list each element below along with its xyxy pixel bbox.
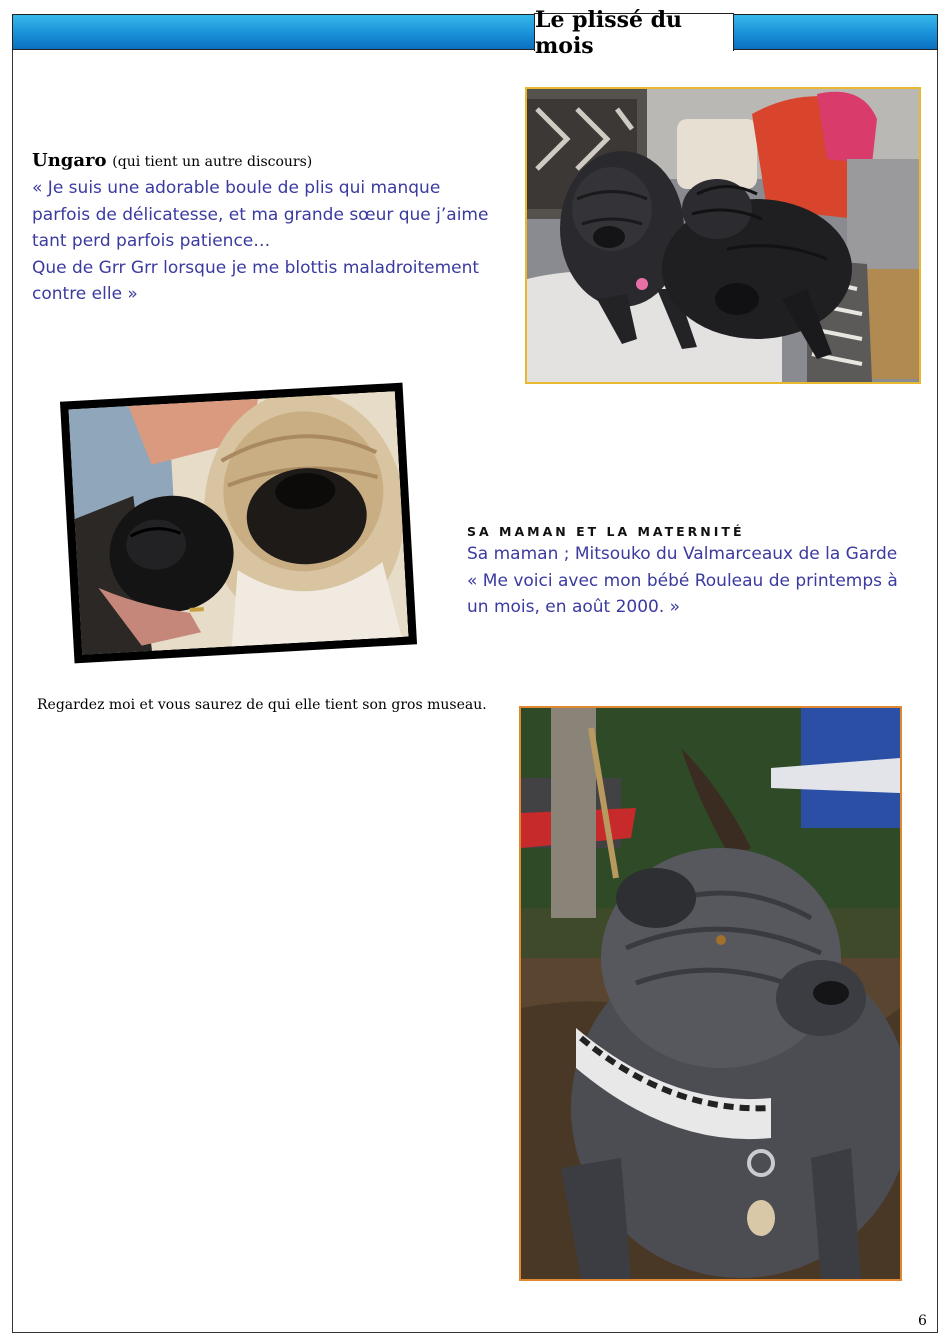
mitsouko-quote-line: Sa maman ; Mitsouko du Valmarceaux de la Garde — [467, 544, 898, 564]
photo-grey-sharpei-outdoors — [519, 706, 902, 1281]
header-bar — [12, 14, 938, 50]
page-title: Le plissé du mois — [534, 13, 734, 51]
ungaro-quote-line: parfois de délicatesse, et ma grande sœur que j’aime — [32, 204, 489, 225]
page-number: 6 — [918, 1313, 927, 1329]
ungaro-quote-line: tant perd parfois patience… — [32, 231, 271, 251]
ungaro-heading — [32, 150, 312, 171]
ungaro-quote-line: « Je suis une adorable boule de plis qui manque — [32, 178, 441, 198]
photo-two-sharpei-couch — [525, 87, 921, 384]
mitsouko-quote — [467, 541, 927, 621]
ungaro-quote-line: contre elle » — [32, 284, 138, 304]
mitsouko-quote-line: « Me voici avec mon bébé Rouleau de printemps à — [467, 570, 898, 591]
ungaro-subtitle: (qui tient un autre discours) — [112, 154, 313, 170]
photo-mother-and-puppy-frame — [60, 383, 417, 664]
ungaro-name: Ungaro — [32, 150, 107, 171]
ungaro-quote — [32, 175, 517, 308]
maternite-heading: SA MAMAN ET LA MATERNITÉ — [467, 524, 745, 539]
ungaro-quote-line: Que de Grr Grr lorsque je me blottis maladroitement — [32, 257, 480, 278]
photo-mother-and-puppy — [68, 391, 408, 655]
museau-caption: Regardez moi et vous saurez de qui elle tient son gros museau. — [37, 697, 487, 713]
mitsouko-quote-line: un mois, en août 2000. » — [467, 597, 681, 617]
